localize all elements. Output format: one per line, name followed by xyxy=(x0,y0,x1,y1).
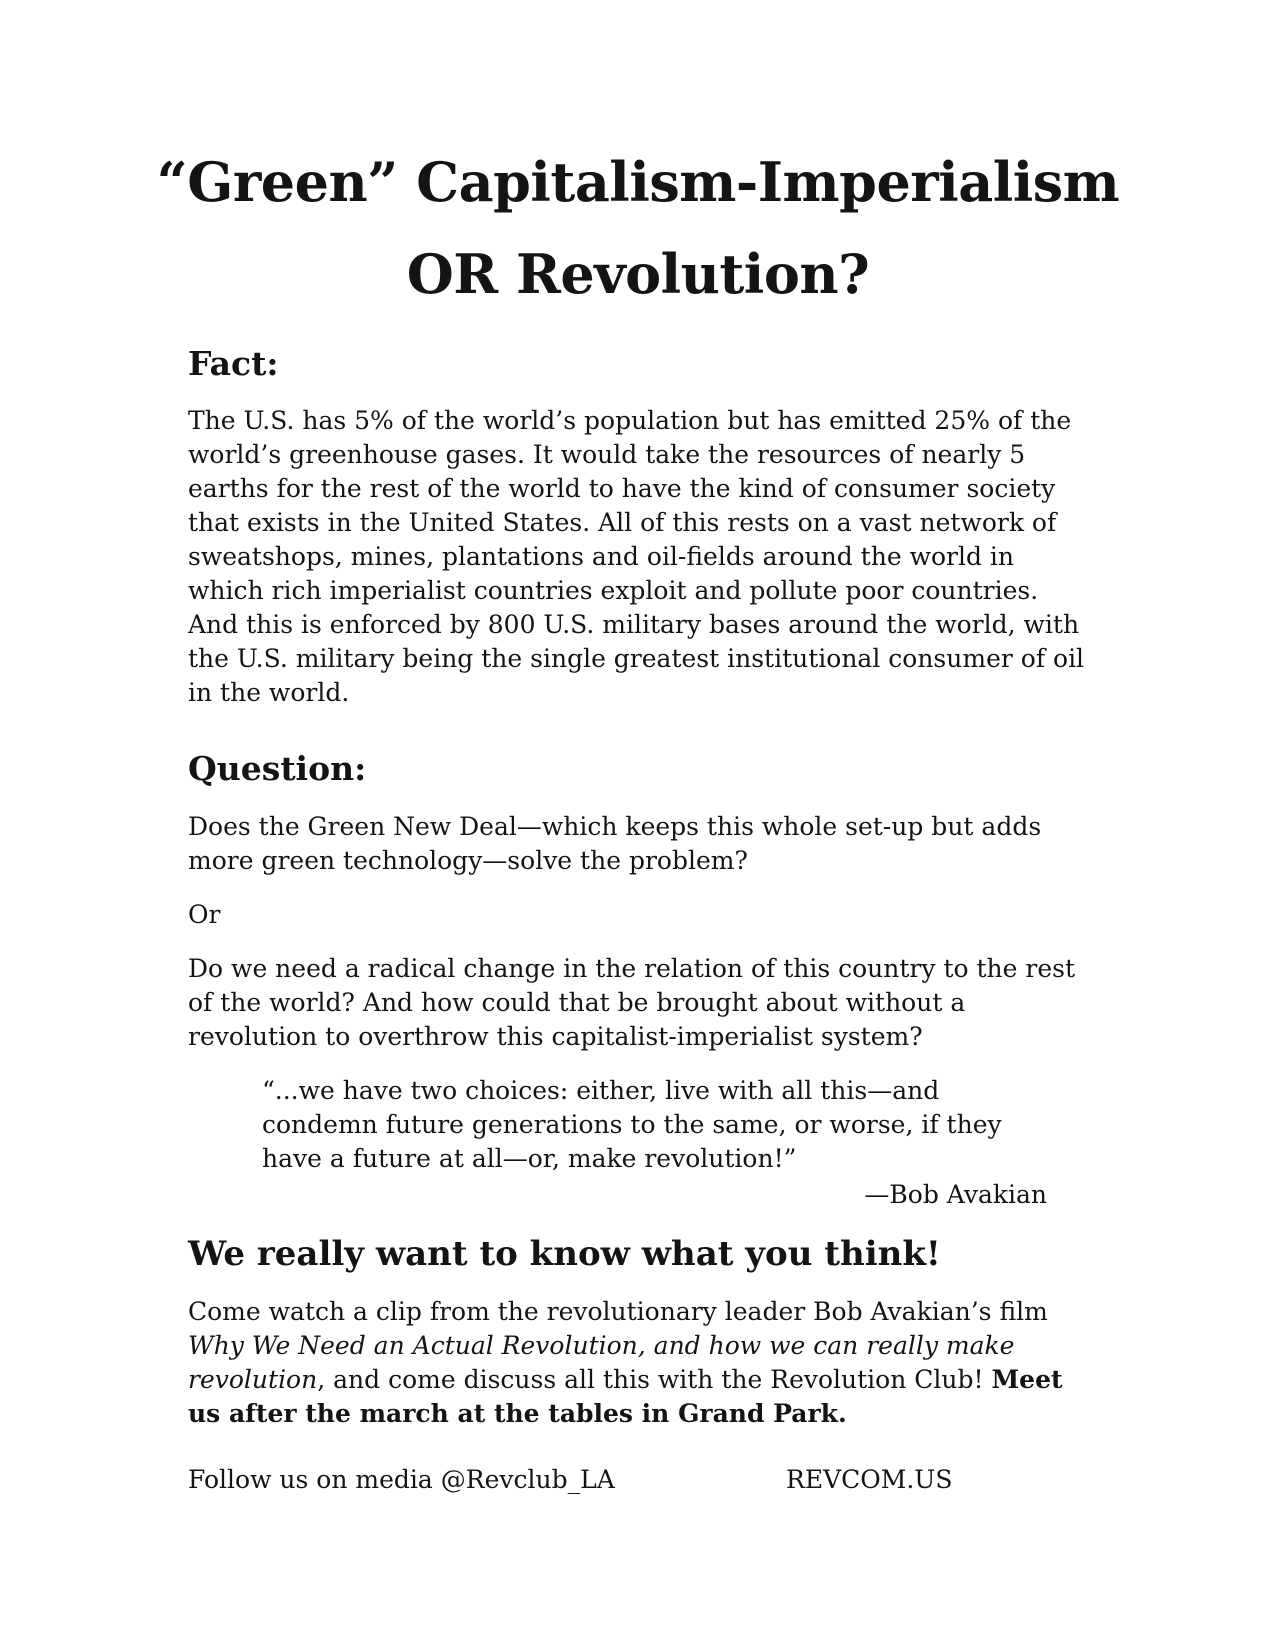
avakian-quote xyxy=(262,1074,1062,1176)
question-paragraph-2: Do we need a radical change in the relation of this country to the rest of the world? And how could that be brought about without a revolution to overthrow this capitalist-imperialist system? xyxy=(188,954,1075,1051)
question-heading: Question: xyxy=(188,749,367,788)
question-or: Or xyxy=(188,900,221,929)
website-url: REVCOM.US xyxy=(786,1465,953,1494)
title-line-2: OR Revolution? xyxy=(406,242,870,306)
quote-text: “...we have two choices: either, live with all this—and condemn future generations to the same, or worse, if they have a future at all—or, make revolution!” xyxy=(262,1076,1002,1173)
social-media-handle: Follow us on media @Revclub_LA xyxy=(188,1465,615,1494)
fact-paragraph: The U.S. has 5% of the world’s population but has emitted 25% of the world’s greenhouse gases. It would take the resources of nearly 5 earths for the rest of the world to have the kind of consumer society that exists in the United States. All of this rests on a vast network of sweatshops, mines, plantations and oil-fields around the world in which rich imperialist countries exploit and pollute poor countries. And this is enforced by 800 U.S. military bases around the world, with the U.S. military being the single greatest institutional consumer of oil in the world. xyxy=(188,406,1085,707)
invite-intro: Come watch a clip from the revolutionary leader Bob Avakian’s film xyxy=(188,1297,1048,1326)
invite-middle: , and come discuss all this with the Revolution Club! xyxy=(317,1365,992,1394)
question-paragraph-1: Does the Green New Deal—which keeps this whole set-up but adds more green technology—solve the problem? xyxy=(188,812,1042,875)
fact-heading: Fact: xyxy=(188,344,279,383)
film-title: Why We Need an Actual Revolution, and how we can really make revolution xyxy=(188,1331,1015,1394)
invite-meeting-info: Meet us after the march at the tables in Grand Park. xyxy=(188,1365,1063,1428)
invite-paragraph xyxy=(188,1295,1088,1431)
invite-heading: We really want to know what you think! xyxy=(188,1234,941,1274)
quote-attribution: —Bob Avakian xyxy=(864,1180,1047,1209)
title-line-1: “Green” Capitalism-Imperialism xyxy=(156,150,1120,214)
